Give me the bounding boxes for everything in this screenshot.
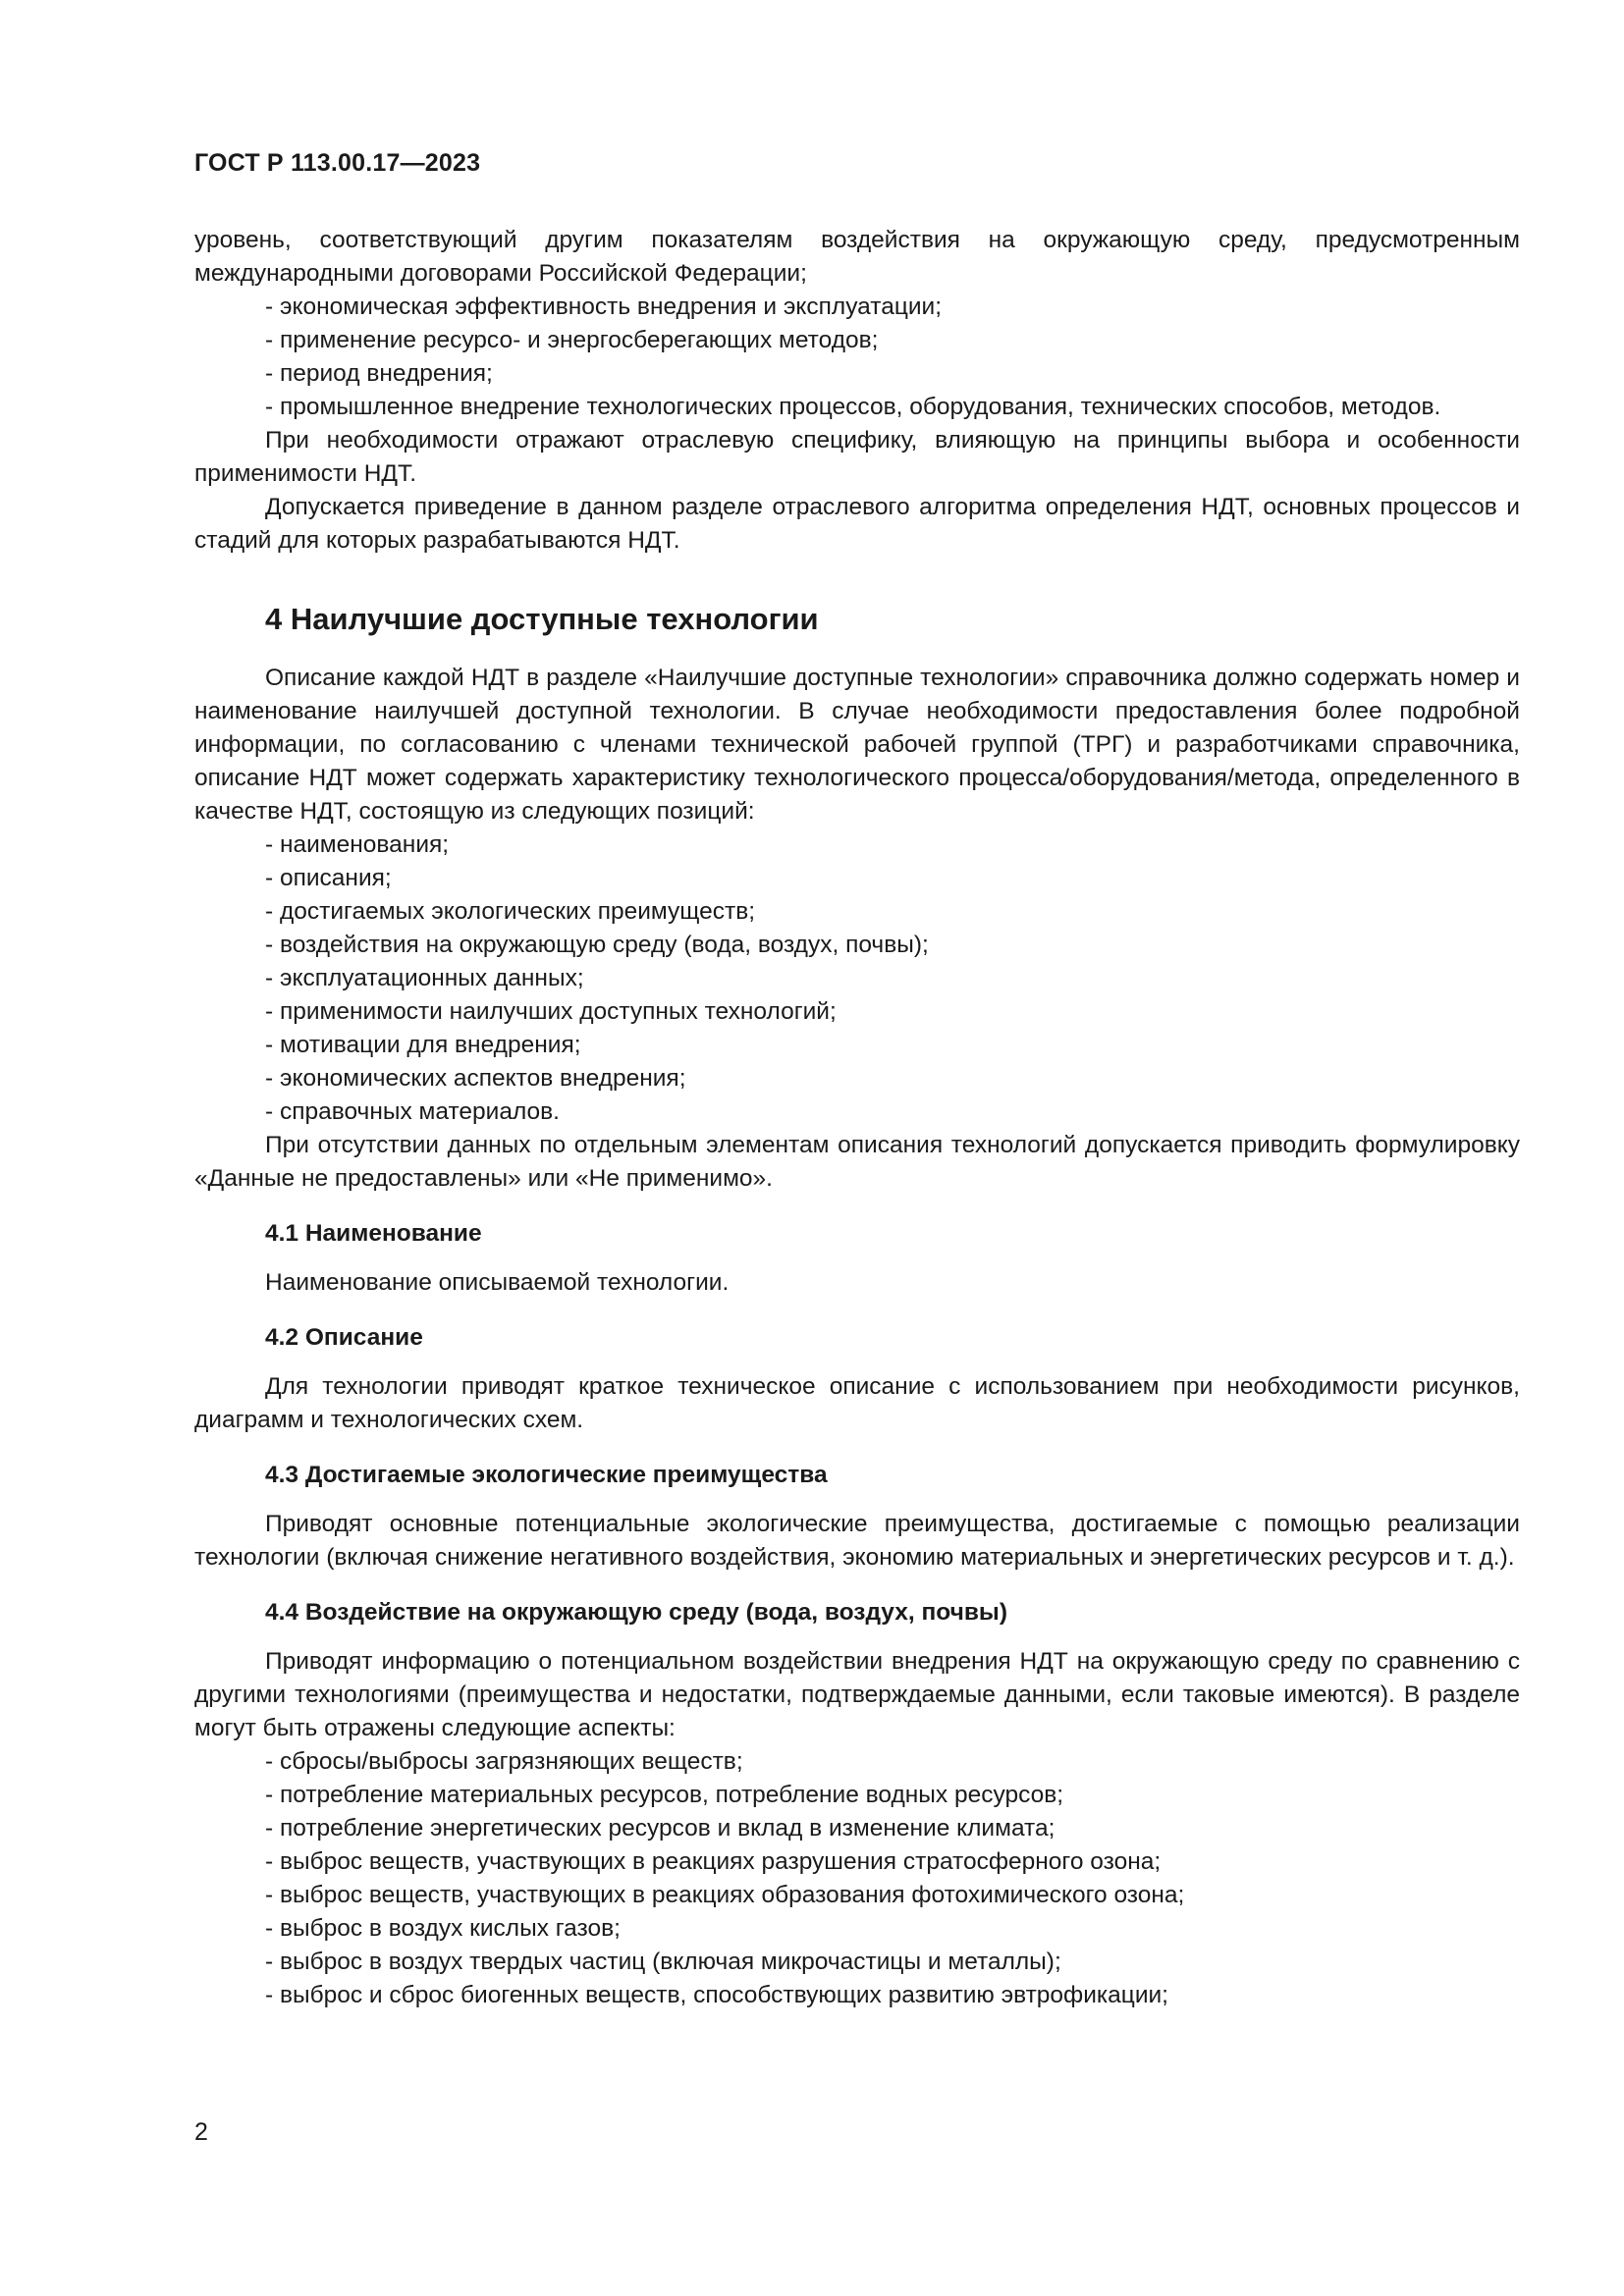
list-item: - выброс и сброс биогенных веществ, способствующих развитию эвтрофикации; (265, 1982, 1168, 2008)
section-4-heading: 4 Наилучшие доступные технологии (265, 602, 819, 636)
list-item: - воздействия на окружающую среду (вода, воздух, почвы); (265, 932, 929, 958)
section-4-paragraph: При отсутствии данных по отдельным элементам описания технологий допускается приводить формулировку «Данные не предоставлены» или «Не применимо». (194, 1132, 1520, 1192)
list-item: - выброс веществ, участвующих в реакциях разрушения стратосферного озона; (265, 1848, 1162, 1875)
list-item: - промышленное внедрение технологических процессов, оборудования, технических способов, методов. (265, 394, 1441, 420)
subsection-4-4-text: Приводят информацию о потенциальном воздействии внедрения НДТ на окружающую среду по сравнению с другими технологиями (преимущества и недостатки, подтверждаемые данными, если таковые имеются). В разделе могут быть отражены следующие аспекты: (194, 1648, 1520, 1741)
list-item: - достигаемых экологических преимуществ; (265, 898, 756, 925)
list-item: - потребление энергетических ресурсов и вклад в изменение климата; (265, 1815, 1056, 1842)
document-body (194, 224, 1520, 2012)
subsection-4-4-heading: 4.4 Воздействие на окружающую среду (вода, воздух, почвы) (265, 1599, 1007, 1626)
list-item: - мотивации для внедрения; (265, 1032, 581, 1058)
list-item: - экономических аспектов внедрения; (265, 1065, 686, 1092)
document-header-code: ГОСТ Р 113.00.17—2023 (194, 149, 481, 177)
list-item: - применимости наилучших доступных технологий; (265, 998, 837, 1025)
list-item: - применение ресурсо- и энергосберегающих методов; (265, 327, 879, 353)
list-item: - справочных материалов. (265, 1098, 560, 1125)
page-number: 2 (194, 2118, 208, 2146)
list-item: - сбросы/выбросы загрязняющих веществ; (265, 1748, 743, 1775)
subsection-4-2-heading: 4.2 Описание (265, 1324, 423, 1351)
list-item: - эксплуатационных данных; (265, 965, 584, 991)
subsection-4-2-text: Для технологии приводят краткое техническое описание с использованием при необходимости рисунков, диаграмм и технологических схем. (194, 1373, 1520, 1433)
intro-paragraph-continued: уровень, соответствующий другим показателям воздействия на окружающую среду, предусмотренным международными договорами Российской Федерации; (194, 227, 1520, 287)
intro-paragraph: При необходимости отражают отраслевую специфику, влияющую на принципы выбора и особенности применимости НДТ. (194, 427, 1520, 487)
section-4-paragraph: Описание каждой НДТ в разделе «Наилучшие доступные технологии» справочника должно содержать номер и наименование наилучшей доступной технологии. В случае необходимости предоставления более подробной информации, по согласованию с членами технической рабочей группой (ТРГ) и разработчиками справочника, описание НДТ может содержать характеристику технологического процесса/оборудования/метода, определенного в качестве НДТ, состоящую из следующих позиций: (194, 665, 1520, 825)
intro-paragraph: Допускается приведение в данном разделе отраслевого алгоритма определения НДТ, основных процессов и стадий для которых разрабатываются НДТ. (194, 494, 1520, 554)
subsection-4-3-heading: 4.3 Достигаемые экологические преимущества (265, 1462, 828, 1488)
list-item: - выброс в воздух кислых газов; (265, 1915, 621, 1942)
list-item: - экономическая эффективность внедрения и эксплуатации; (265, 294, 943, 320)
subsection-4-1-text: Наименование описываемой технологии. (265, 1269, 730, 1296)
subsection-4-1-heading: 4.1 Наименование (265, 1220, 482, 1247)
list-item: - потребление материальных ресурсов, потребление водных ресурсов; (265, 1782, 1064, 1808)
list-item: - выброс в воздух твердых частиц (включая микрочастицы и металлы); (265, 1949, 1061, 1975)
list-item: - наименования; (265, 831, 450, 858)
list-item: - период внедрения; (265, 360, 493, 387)
list-item: - описания; (265, 865, 392, 891)
subsection-4-3-text: Приводят основные потенциальные экологические преимущества, достигаемые с помощью реализации технологии (включая снижение негативного воздействия, экономию материальных и энергетических ресурсов и т. д.). (194, 1511, 1520, 1571)
list-item: - выброс веществ, участвующих в реакциях образования фотохимического озона; (265, 1882, 1185, 1908)
